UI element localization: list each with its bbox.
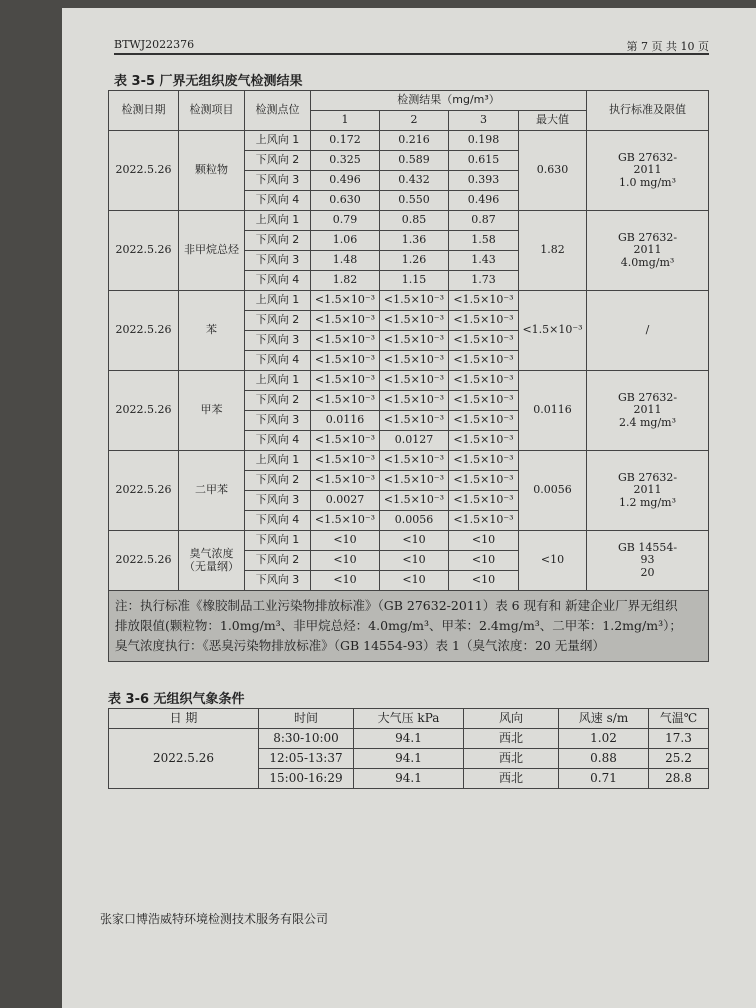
result-1: <10 bbox=[311, 571, 380, 591]
weather-header: 时间 bbox=[259, 709, 354, 729]
pollutant-name: 颗粒物 bbox=[179, 131, 245, 211]
result-2: 0.0056 bbox=[380, 511, 449, 531]
standard-limit bbox=[587, 291, 709, 371]
result-1: <10 bbox=[311, 551, 380, 571]
result-1: <1.5×10⁻³ bbox=[311, 351, 380, 371]
result-2: 1.36 bbox=[380, 231, 449, 251]
weather-cell: 28.8 bbox=[649, 769, 709, 789]
standard-line: GB 27632- bbox=[617, 390, 678, 404]
weather-cell: 25.2 bbox=[649, 749, 709, 769]
result-2: <10 bbox=[380, 571, 449, 591]
result-3: 0.198 bbox=[449, 131, 519, 151]
result-1: <1.5×10⁻³ bbox=[311, 331, 380, 351]
table-header-row bbox=[109, 709, 709, 729]
table-note bbox=[109, 591, 709, 662]
result-3: <1.5×10⁻³ bbox=[449, 471, 519, 491]
company-footer: 张家口博浩威特环境检测技术服务有限公司 bbox=[100, 912, 329, 926]
exhaust-results-table bbox=[108, 90, 709, 662]
result-2: <1.5×10⁻³ bbox=[380, 291, 449, 311]
standard-line: 2011 bbox=[633, 243, 662, 257]
weather-cell: 12:05-13:37 bbox=[259, 749, 354, 769]
monitoring-point: 上风向 1 bbox=[245, 131, 311, 151]
standard-limit bbox=[587, 371, 709, 451]
result-3: 0.393 bbox=[449, 171, 519, 191]
result-3: 0.496 bbox=[449, 191, 519, 211]
standard-limit bbox=[587, 131, 709, 211]
standard-line: GB 27632- bbox=[617, 230, 678, 244]
header-date: 检测日期 bbox=[109, 91, 179, 131]
weather-cell: 8:30-10:00 bbox=[259, 729, 354, 749]
note-line: 臭气浓度执行：《恶臭污染物排放标准》（GB 14554-93）表 1（臭气浓度：20 无量纲） bbox=[115, 638, 605, 653]
monitoring-point: 上风向 1 bbox=[245, 451, 311, 471]
table-row bbox=[109, 291, 709, 311]
result-3: <1.5×10⁻³ bbox=[449, 451, 519, 471]
weather-header: 日 期 bbox=[109, 709, 259, 729]
weather-cell: 0.88 bbox=[559, 749, 649, 769]
monitoring-point: 下风向 2 bbox=[245, 391, 311, 411]
weather-cell: 西北 bbox=[464, 729, 559, 749]
weather-cell: 94.1 bbox=[354, 729, 464, 749]
table-row bbox=[109, 131, 709, 151]
standard-line: 2011 bbox=[633, 163, 662, 177]
weather-cell: 94.1 bbox=[354, 769, 464, 789]
standard-line: 4.0mg/m³ bbox=[620, 255, 675, 269]
monitoring-point: 下风向 2 bbox=[245, 551, 311, 571]
table-row bbox=[109, 531, 709, 551]
monitoring-point: 上风向 1 bbox=[245, 371, 311, 391]
sample-date: 2022.5.26 bbox=[109, 531, 179, 591]
standard-line: 20 bbox=[640, 565, 655, 579]
result-3: <10 bbox=[449, 531, 519, 551]
header-r1: 1 bbox=[311, 111, 380, 131]
result-2: <1.5×10⁻³ bbox=[380, 391, 449, 411]
result-1: 0.496 bbox=[311, 171, 380, 191]
result-1: 0.630 bbox=[311, 191, 380, 211]
result-2: <1.5×10⁻³ bbox=[380, 311, 449, 331]
monitoring-point: 上风向 1 bbox=[245, 211, 311, 231]
monitoring-point: 下风向 3 bbox=[245, 571, 311, 591]
result-3: <1.5×10⁻³ bbox=[449, 311, 519, 331]
max-value: 0.0116 bbox=[519, 371, 587, 451]
standard-line: 1.2 mg/m³ bbox=[619, 495, 677, 509]
result-1: 0.325 bbox=[311, 151, 380, 171]
monitoring-point: 下风向 2 bbox=[245, 151, 311, 171]
pollutant-name: 臭气浓度（无量纲） bbox=[179, 531, 245, 591]
pollutant-name: 苯 bbox=[179, 291, 245, 371]
monitoring-point: 下风向 2 bbox=[245, 311, 311, 331]
result-2: <1.5×10⁻³ bbox=[380, 471, 449, 491]
result-2: <1.5×10⁻³ bbox=[380, 331, 449, 351]
result-1: 1.82 bbox=[311, 271, 380, 291]
weather-cell: 西北 bbox=[464, 769, 559, 789]
monitoring-point: 下风向 4 bbox=[245, 431, 311, 451]
monitoring-point: 下风向 4 bbox=[245, 271, 311, 291]
result-2: 0.0127 bbox=[380, 431, 449, 451]
sample-date: 2022.5.26 bbox=[109, 131, 179, 211]
result-3: <1.5×10⁻³ bbox=[449, 331, 519, 351]
monitoring-point: 下风向 4 bbox=[245, 511, 311, 531]
result-2: 1.26 bbox=[380, 251, 449, 271]
table2-caption: 表 3-6 无组织气象条件 bbox=[108, 692, 245, 707]
result-1: <1.5×10⁻³ bbox=[311, 471, 380, 491]
weather-cell: 94.1 bbox=[354, 749, 464, 769]
max-value: <10 bbox=[519, 531, 587, 591]
result-1: <1.5×10⁻³ bbox=[311, 391, 380, 411]
result-1: 0.0116 bbox=[311, 411, 380, 431]
header-max: 最大值 bbox=[519, 111, 587, 131]
result-2: 0.589 bbox=[380, 151, 449, 171]
sample-date: 2022.5.26 bbox=[109, 211, 179, 291]
result-3: <1.5×10⁻³ bbox=[449, 291, 519, 311]
monitoring-point: 下风向 3 bbox=[245, 171, 311, 191]
monitoring-point: 下风向 2 bbox=[245, 471, 311, 491]
result-2: 0.85 bbox=[380, 211, 449, 231]
result-3: <1.5×10⁻³ bbox=[449, 431, 519, 451]
table-header-row bbox=[109, 91, 709, 111]
pollutant-name: 甲苯 bbox=[179, 371, 245, 451]
max-value: 0.630 bbox=[519, 131, 587, 211]
standard-limit bbox=[587, 211, 709, 291]
monitoring-point: 下风向 2 bbox=[245, 231, 311, 251]
result-3: 0.615 bbox=[449, 151, 519, 171]
result-1: <1.5×10⁻³ bbox=[311, 511, 380, 531]
standard-line: GB 27632- bbox=[617, 470, 678, 484]
weather-cell: 0.71 bbox=[559, 769, 649, 789]
document-page bbox=[62, 8, 756, 1008]
monitoring-point: 下风向 1 bbox=[245, 531, 311, 551]
pollutant-name: 非甲烷总烃 bbox=[179, 211, 245, 291]
result-3: <10 bbox=[449, 551, 519, 571]
header-item: 检测项目 bbox=[179, 91, 245, 131]
max-value: 1.82 bbox=[519, 211, 587, 291]
result-3: <10 bbox=[449, 571, 519, 591]
standard-limit bbox=[587, 531, 709, 591]
page-number: 第 7 页 共 10 页 bbox=[626, 40, 709, 53]
header-point: 检测点位 bbox=[245, 91, 311, 131]
note-line: 排放限值(颗粒物：1.0mg/m³、非甲烷总烃：4.0mg/m³、甲苯：2.4mg/m³、二甲苯：1.2mg/m³）； bbox=[115, 618, 682, 633]
result-1: 0.0027 bbox=[311, 491, 380, 511]
result-2: 0.432 bbox=[380, 171, 449, 191]
weather-date: 2022.5.26 bbox=[109, 729, 259, 789]
sample-date: 2022.5.26 bbox=[109, 291, 179, 371]
table-row bbox=[109, 729, 709, 749]
standard-line: 2011 bbox=[633, 483, 662, 497]
result-3: 0.87 bbox=[449, 211, 519, 231]
standard-line: GB 14554- bbox=[617, 540, 678, 554]
standard-line: 1.0 mg/m³ bbox=[619, 175, 677, 189]
result-3: <1.5×10⁻³ bbox=[449, 511, 519, 531]
monitoring-point: 下风向 3 bbox=[245, 411, 311, 431]
standard-line: 93 bbox=[640, 553, 655, 567]
monitoring-point: 下风向 3 bbox=[245, 251, 311, 271]
header-standard: 执行标准及限值 bbox=[587, 91, 709, 131]
monitoring-point: 下风向 3 bbox=[245, 491, 311, 511]
result-2: 1.15 bbox=[380, 271, 449, 291]
result-2: <10 bbox=[380, 531, 449, 551]
result-1: <1.5×10⁻³ bbox=[311, 431, 380, 451]
result-1: <1.5×10⁻³ bbox=[311, 291, 380, 311]
header-divider bbox=[114, 53, 709, 55]
weather-cell: 15:00-16:29 bbox=[259, 769, 354, 789]
result-3: <1.5×10⁻³ bbox=[449, 491, 519, 511]
header-r2: 2 bbox=[380, 111, 449, 131]
monitoring-point: 下风向 4 bbox=[245, 351, 311, 371]
weather-header: 风速 s/m bbox=[559, 709, 649, 729]
monitoring-point: 下风向 3 bbox=[245, 331, 311, 351]
result-2: 0.216 bbox=[380, 131, 449, 151]
result-2: 0.550 bbox=[380, 191, 449, 211]
weather-header: 风向 bbox=[464, 709, 559, 729]
result-1: <1.5×10⁻³ bbox=[311, 451, 380, 471]
result-2: <1.5×10⁻³ bbox=[380, 451, 449, 471]
result-3: 1.58 bbox=[449, 231, 519, 251]
result-1: 1.06 bbox=[311, 231, 380, 251]
max-value: <1.5×10⁻³ bbox=[519, 291, 587, 371]
table-row bbox=[109, 451, 709, 471]
result-1: 0.79 bbox=[311, 211, 380, 231]
header-result: 检测结果（mg/m³） bbox=[311, 91, 587, 111]
standard-line: 2.4 mg/m³ bbox=[619, 415, 677, 429]
result-1: <10 bbox=[311, 531, 380, 551]
note-row bbox=[109, 591, 709, 662]
header-r3: 3 bbox=[449, 111, 519, 131]
monitoring-point: 下风向 4 bbox=[245, 191, 311, 211]
sample-date: 2022.5.26 bbox=[109, 451, 179, 531]
standard-line: / bbox=[645, 323, 650, 337]
result-2: <10 bbox=[380, 551, 449, 571]
result-1: <1.5×10⁻³ bbox=[311, 311, 380, 331]
table-row bbox=[109, 371, 709, 391]
standard-limit bbox=[587, 451, 709, 531]
note-line: 注：执行标准《橡胶制品工业污染物排放标准》（GB 27632-2011）表 6 现有和 新建企业厂界无组织 bbox=[115, 598, 678, 613]
result-2: <1.5×10⁻³ bbox=[380, 491, 449, 511]
weather-header: 大气压 kPa bbox=[354, 709, 464, 729]
weather-cell: 1.02 bbox=[559, 729, 649, 749]
weather-cell: 西北 bbox=[464, 749, 559, 769]
result-3: <1.5×10⁻³ bbox=[449, 391, 519, 411]
result-1: <1.5×10⁻³ bbox=[311, 371, 380, 391]
weather-header: 气温℃ bbox=[649, 709, 709, 729]
pollutant-name: 二甲苯 bbox=[179, 451, 245, 531]
sample-date: 2022.5.26 bbox=[109, 371, 179, 451]
table1-caption: 表 3-5 厂界无组织废气检测结果 bbox=[114, 74, 303, 89]
max-value: 0.0056 bbox=[519, 451, 587, 531]
weather-conditions-table bbox=[108, 708, 709, 789]
result-3: 1.43 bbox=[449, 251, 519, 271]
report-id: BTWJ2022376 bbox=[114, 38, 195, 51]
result-3: <1.5×10⁻³ bbox=[449, 351, 519, 371]
result-2: <1.5×10⁻³ bbox=[380, 351, 449, 371]
result-2: <1.5×10⁻³ bbox=[380, 411, 449, 431]
result-3: <1.5×10⁻³ bbox=[449, 411, 519, 431]
result-3: 1.73 bbox=[449, 271, 519, 291]
standard-line: GB 27632- bbox=[617, 150, 678, 164]
result-3: <1.5×10⁻³ bbox=[449, 371, 519, 391]
monitoring-point: 上风向 1 bbox=[245, 291, 311, 311]
result-1: 0.172 bbox=[311, 131, 380, 151]
table-row bbox=[109, 211, 709, 231]
result-2: <1.5×10⁻³ bbox=[380, 371, 449, 391]
standard-line: 2011 bbox=[633, 403, 662, 417]
weather-cell: 17.3 bbox=[649, 729, 709, 749]
result-1: 1.48 bbox=[311, 251, 380, 271]
